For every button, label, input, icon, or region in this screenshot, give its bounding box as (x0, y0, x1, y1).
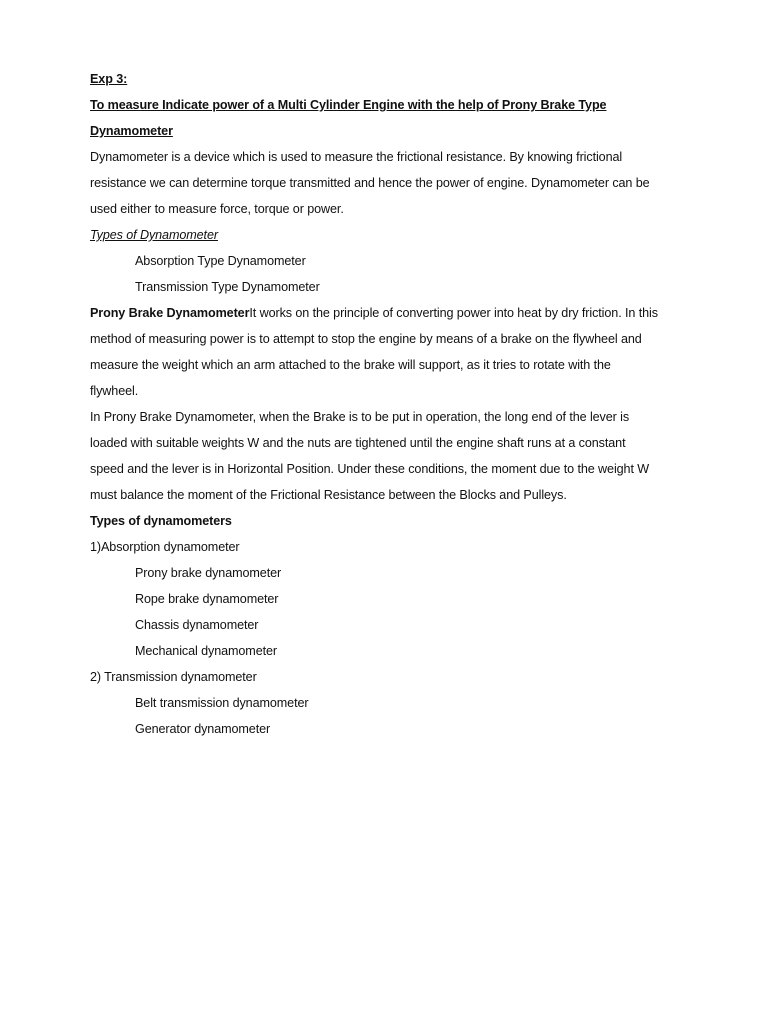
absorption-list-item: Rope brake dynamometer (135, 592, 279, 606)
experiment-title-line-1: To measure Indicate power of a Multi Cylinder Engine with the help of Prony Brake Type (90, 98, 607, 112)
prony-paragraph-line: method of measuring power is to attempt to stop the engine by means of a brake on the flywheel and (90, 332, 642, 346)
prony-paragraph-line-1 (90, 300, 700, 326)
document-body (90, 66, 700, 742)
transmission-heading: 2) Transmission dynamometer (90, 670, 257, 684)
types-of-dynamometers-heading: Types of dynamometers (90, 514, 232, 528)
operation-line: In Prony Brake Dynamometer, when the Brake is to be put in operation, the long end of the lever is (90, 410, 630, 424)
types-of-dynamometer-heading: Types of Dynamometer (90, 228, 218, 242)
types-list-item: Absorption Type Dynamometer (135, 254, 306, 268)
types-list-item: Transmission Type Dynamometer (135, 280, 320, 294)
intro-line-3: used either to measure force, torque or power. (90, 202, 344, 216)
prony-paragraph-line: flywheel. (90, 384, 139, 398)
operation-line: speed and the lever is in Horizontal Position. Under these conditions, the moment due to the weight W (90, 462, 650, 476)
prony-first-line-text: It works on the principle of converting power into heat by dry friction. In this (249, 306, 658, 320)
absorption-list-item: Mechanical dynamometer (135, 644, 277, 658)
absorption-heading: 1)Absorption dynamometer (90, 540, 240, 554)
absorption-list-item: Chassis dynamometer (135, 618, 259, 632)
transmission-list-item: Belt transmission dynamometer (135, 696, 309, 710)
experiment-number: Exp 3: (90, 72, 128, 86)
intro-line-2: resistance we can determine torque transmitted and hence the power of engine. Dynamometer can be (90, 176, 650, 190)
operation-line: must balance the moment of the Frictional Resistance between the Blocks and Pulleys. (90, 488, 567, 502)
prony-paragraph-line: measure the weight which an arm attached to the brake will support, as it tries to rotate with the (90, 358, 611, 372)
prony-label: Prony Brake Dynamometer (90, 306, 250, 320)
experiment-title-line-2: Dynamometer (90, 124, 173, 138)
intro-line-1: Dynamometer is a device which is used to measure the frictional resistance. By knowing frictional (90, 150, 623, 164)
transmission-list-item: Generator dynamometer (135, 722, 271, 736)
absorption-list-item: Prony brake dynamometer (135, 566, 282, 580)
operation-line: loaded with suitable weights W and the nuts are tightened until the engine shaft runs at a constant (90, 436, 626, 450)
